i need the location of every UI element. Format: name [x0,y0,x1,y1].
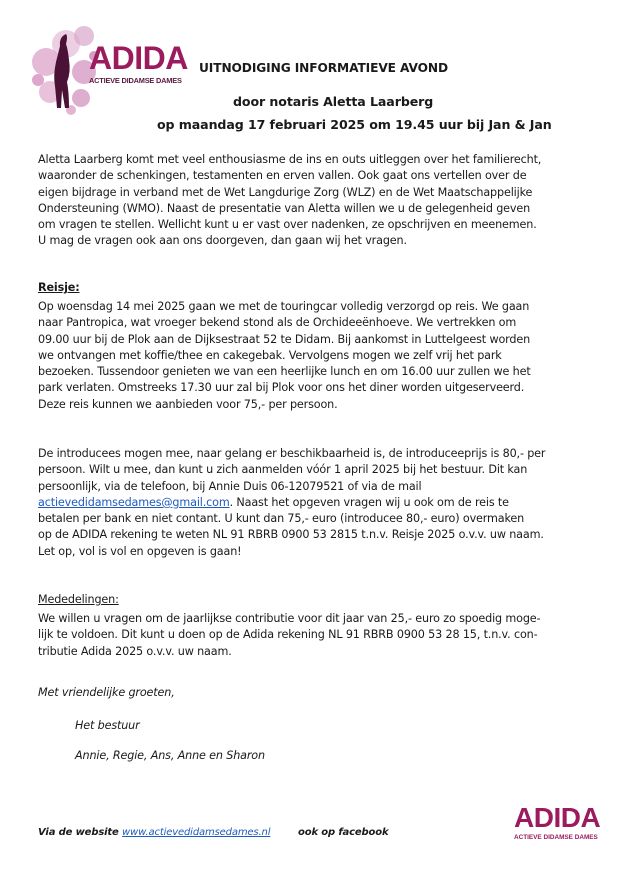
logo-text-block [89,42,188,85]
mededelingen-line: We willen u vragen om de jaarlijkse contributie voor dit jaar van 25,- euro zo spoedig moge- [38,612,541,625]
mededelingen-paragraph [38,611,540,660]
logo-subtitle: ACTIEVE DIDAMSE DAMES [89,76,182,85]
footer-logo-subtitle: ACTIEVE DIDAMSE DAMES [514,834,598,841]
footer-logo [514,804,600,842]
intro-line: Ondersteuning (WMO). Naast de presentatie van Aletta willen we u de gelegenheid geven [38,201,531,215]
payment-line: Let op, vol is vol en opgeven is gaan! [38,544,242,558]
email-line-rest: . Naast het opgeven vragen wij u ook om de reis te [229,495,509,509]
footer-website-prefix: Via de website [38,827,119,838]
footer-logo-wordmark: ADIDA [514,802,601,833]
intro-line: eigen bijdrage in verband met de Wet Langdurige Zorg (WLZ) en de Wet Maatschappelijke [38,185,533,199]
mededelingen-line: lijk te voldoen. Dit kunt u doen op de Adida rekening NL 91 RBRB 0900 53 28 15, t.n.v. con- [38,628,538,642]
reisje-paragraph [38,299,531,413]
introducees-line: persoon. Wilt u mee, dan kunt u zich aanmelden vóór 1 april 2025 bij het bestuur. Dit kan [38,463,528,477]
footer-website-link[interactable]: www.actievedidamsedames.nl [122,827,271,838]
email-line [38,495,545,511]
event-date-line: op maandag 17 februari 2025 om 19.45 uur bij Jan & Jan [157,117,552,132]
footer-website-line [38,826,270,840]
payment-line: betalen per bank en niet contant. U kunt dan 75,- euro (introducee 80,- euro) overmaken [38,512,525,526]
reisje-line: we ontvangen met koffie/thee en cakegebak. Vervolgens mogen we zelf vrij het park [38,348,502,362]
speaker-line: door notaris Aletta Laarberg [233,94,434,109]
closing-greeting: Met vriendelijke groeten, [38,686,175,699]
reisje-line: naar Pantropica, wat vroeger bekend stond als de Orchideeënhoeve. We vertrekken om [38,316,517,330]
logo-wordmark: ADIDA [89,40,188,76]
intro-line: waaronder de schenkingen, testamenten en erven vallen. Ook gaat ons vertellen over de [38,169,527,183]
intro-paragraph [38,152,541,250]
introducees-line: persoonlijk, via de telefoon, bij Annie Duis 06-12079521 of via de mail [38,479,422,493]
page-title: UITNODIGING INFORMATIEVE AVOND [199,61,449,75]
payment-line: op de ADIDA rekening te weten NL 91 RBRB 0900 53 2815 t.n.v. Reisje 2025 o.v.v. uw naam. [38,528,544,542]
mededelingen-heading: Mededelingen: [38,593,119,606]
header-logo [26,22,201,118]
footer-facebook: ook op facebook [298,827,389,838]
email-link[interactable]: actievedidamsedames@gmail.com [38,495,230,509]
intro-line: om vragen te stellen. Wellicht kunt u er vast over nadenken, ze opschrijven en meenemen. [38,218,537,232]
closing-names: Annie, Regie, Ans, Anne en Sharon [75,749,265,762]
reisje-heading: Reisje: [38,281,80,294]
reisje-line: park verlaten. Omstreeks 17.30 uur zal bij Plok voor ons het diner worden uitgeserveerd. [38,381,525,395]
introducees-paragraph [38,446,545,560]
closing-signature: Het bestuur [75,719,140,732]
reisje-line: Op woensdag 14 mei 2025 gaan we met de touringcar volledig verzorgd op reis. We gaan [38,300,530,313]
intro-line: Aletta Laarberg komt met veel enthousiasme de ins en outs uitleggen over het familierecht, [38,153,542,166]
reisje-line: 09.00 uur bij de Plok aan de Dijksestraat 52 te Didam. Bij aankomst in Luttelgeest worden [38,332,531,346]
introducees-line: De introducees mogen mee, naar gelang er beschikbaarheid is, de introduceeprijs is 80,- per [38,447,546,460]
mededelingen-line: tributie Adida 2025 o.v.v. uw naam. [38,644,232,658]
reisje-line: Deze reis kunnen we aanbieden voor 75,- per persoon. [38,397,338,411]
intro-line: U mag de vragen ook aan ons doorgeven, dan gaan wij het vragen. [38,234,407,248]
reisje-line: bezoeken. Tussendoor genieten we van een heerlijke lunch en om 16.00 uur zullen we het [38,365,531,379]
